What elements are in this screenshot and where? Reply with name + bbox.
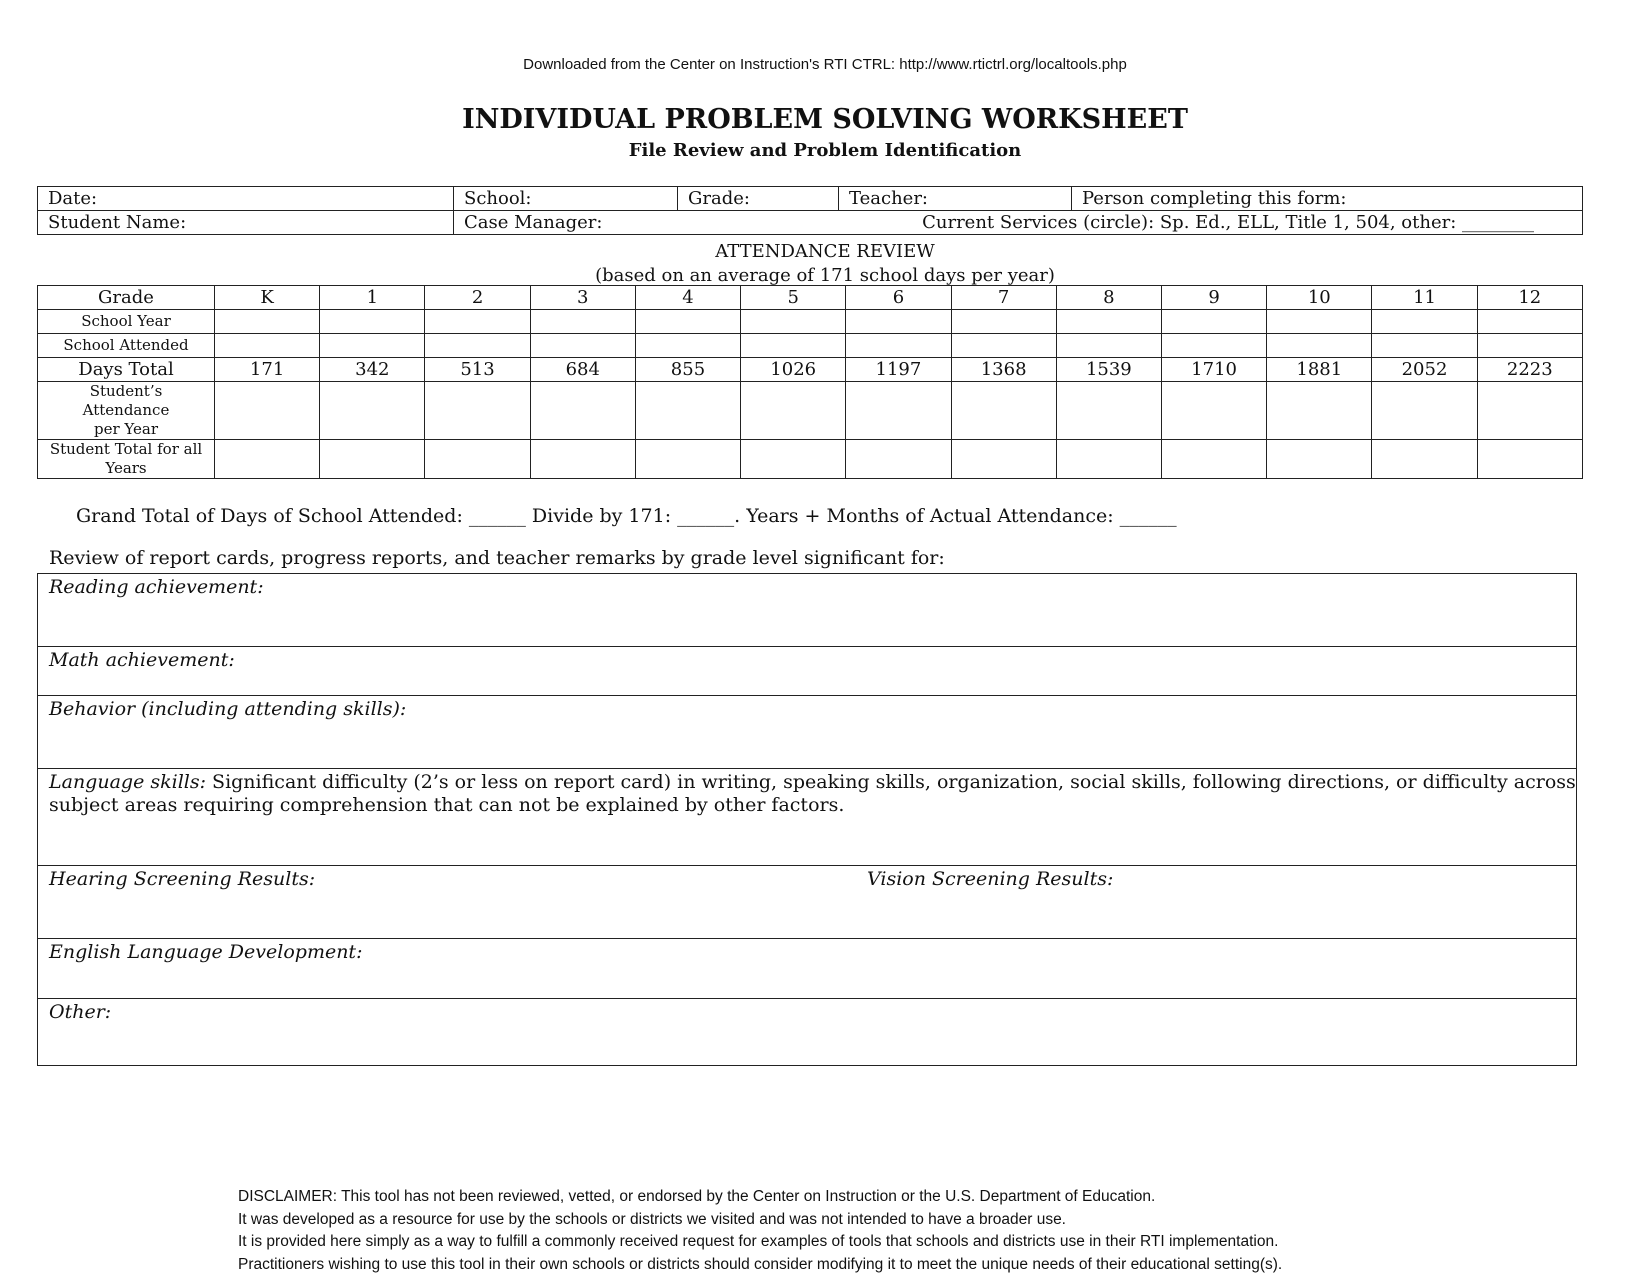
days-total-cell: 1026 (741, 358, 846, 382)
reading-achievement-section[interactable] (38, 574, 1576, 647)
school-attended-row (38, 334, 1583, 358)
school-year-cell[interactable] (741, 310, 846, 334)
language-skills-text: Significant difficulty (2’s or less on report card) in writing, speaking skills, organization, social skills, following directions, or difficulty across (206, 771, 1576, 793)
school-year-cell[interactable] (635, 310, 740, 334)
student-attendance-cell[interactable] (530, 382, 635, 440)
school-year-cell[interactable] (530, 310, 635, 334)
student-attendance-cell[interactable] (741, 382, 846, 440)
student-attendance-cell[interactable] (215, 382, 320, 440)
student-total-label-line: Years (38, 459, 214, 478)
review-intro: Review of report cards, progress reports, and teacher remarks by grade level significant for: (49, 547, 945, 569)
grade-cell: 7 (951, 286, 1056, 310)
student-info-table (37, 186, 1583, 235)
disclaimer-line: It was developed as a resource for use by the schools or districts we visited and was not intended to have a broader use. (238, 1209, 1282, 1232)
student-attendance-cell[interactable] (1267, 382, 1372, 440)
days-total-cell: 171 (215, 358, 320, 382)
student-total-cell[interactable] (530, 440, 635, 479)
student-attendance-label-line: Student’s (38, 382, 214, 401)
student-total-cell[interactable] (1372, 440, 1477, 479)
grade-row-label: Grade (38, 286, 215, 310)
date-field[interactable]: Date: (38, 187, 454, 211)
language-skills-label: Language skills: (49, 771, 206, 793)
disclaimer-line: It is provided here simply as a way to fulfill a commonly received request for examples of tools that schools and districts use in their RTI implementation. (238, 1231, 1282, 1254)
student-total-label (38, 440, 215, 479)
student-attendance-cell[interactable] (1372, 382, 1477, 440)
school-attended-cell[interactable] (846, 334, 951, 358)
school-attended-cell[interactable] (320, 334, 425, 358)
grade-cell: 12 (1477, 286, 1582, 310)
language-skills-line (49, 771, 1576, 794)
other-section[interactable] (38, 999, 1576, 1065)
review-box (37, 573, 1577, 1066)
student-attendance-label-line: per Year (38, 420, 214, 439)
eld-label: English Language Development: (49, 941, 362, 963)
school-attended-cell[interactable] (1477, 334, 1582, 358)
grade-row (38, 286, 1583, 310)
source-line: Downloaded from the Center on Instruction's RTI CTRL: http://www.rtictrl.org/localtools.php (0, 56, 1650, 73)
student-total-cell[interactable] (1477, 440, 1582, 479)
student-total-cell[interactable] (425, 440, 530, 479)
days-total-cell: 342 (320, 358, 425, 382)
hearing-screening-label: Hearing Screening Results: (49, 868, 315, 890)
grade-cell: 8 (1056, 286, 1161, 310)
days-total-cell: 684 (530, 358, 635, 382)
days-total-cell: 1539 (1056, 358, 1161, 382)
school-attended-cell[interactable] (215, 334, 320, 358)
school-attended-cell[interactable] (425, 334, 530, 358)
student-total-cell[interactable] (951, 440, 1056, 479)
grade-cell: K (215, 286, 320, 310)
current-services-field[interactable]: Current Services (circle): Sp. Ed., ELL, Title 1, 504, other: ________ (839, 211, 1583, 235)
school-attended-label: School Attended (38, 334, 215, 358)
school-year-cell[interactable] (1267, 310, 1372, 334)
grade-cell: 11 (1372, 286, 1477, 310)
student-attendance-cell[interactable] (425, 382, 530, 440)
grade-cell: 2 (425, 286, 530, 310)
school-attended-cell[interactable] (951, 334, 1056, 358)
reading-achievement-label: Reading achievement: (49, 576, 264, 598)
language-skills-section[interactable] (38, 769, 1576, 866)
days-total-cell: 1710 (1161, 358, 1266, 382)
grade-cell: 10 (1267, 286, 1372, 310)
student-name-field[interactable]: Student Name: (38, 211, 454, 235)
other-label: Other: (49, 1001, 111, 1023)
days-total-cell: 2052 (1372, 358, 1477, 382)
school-year-cell[interactable] (1161, 310, 1266, 334)
school-year-cell[interactable] (951, 310, 1056, 334)
days-total-cell: 1368 (951, 358, 1056, 382)
days-total-label: Days Total (38, 358, 215, 382)
attendance-table (37, 285, 1583, 479)
student-total-cell[interactable] (1056, 440, 1161, 479)
page-subtitle: File Review and Problem Identification (0, 140, 1650, 161)
school-year-cell[interactable] (1477, 310, 1582, 334)
math-achievement-label: Math achievement: (49, 649, 235, 671)
grade-cell: 6 (846, 286, 951, 310)
student-total-cell[interactable] (320, 440, 425, 479)
student-attendance-cell[interactable] (1161, 382, 1266, 440)
grade-cell: 3 (530, 286, 635, 310)
grade-cell: 9 (1161, 286, 1266, 310)
school-attended-cell[interactable] (1372, 334, 1477, 358)
school-attended-cell[interactable] (1056, 334, 1161, 358)
school-field[interactable]: School: (454, 187, 678, 211)
grand-total-line[interactable]: Grand Total of Days of School Attended: ______ Divide by 171: ______. Years + Months of Actual Attendance: ______ (76, 505, 1177, 527)
school-year-cell[interactable] (1056, 310, 1161, 334)
screening-section[interactable] (38, 866, 1576, 939)
school-year-label: School Year (38, 310, 215, 334)
behavior-section[interactable] (38, 696, 1576, 769)
student-total-label-line: Student Total for all (38, 440, 214, 459)
student-attendance-label-line: Attendance (38, 401, 214, 420)
student-attendance-cell[interactable] (846, 382, 951, 440)
school-attended-cell[interactable] (635, 334, 740, 358)
page-title: INDIVIDUAL PROBLEM SOLVING WORKSHEET (0, 104, 1650, 135)
disclaimer (238, 1186, 1282, 1276)
grade-cell: 1 (320, 286, 425, 310)
student-attendance-cell[interactable] (1477, 382, 1582, 440)
case-manager-field[interactable]: Case Manager: (454, 211, 839, 235)
attendance-heading (0, 240, 1650, 288)
behavior-label: Behavior (including attending skills): (49, 698, 406, 720)
student-attendance-cell[interactable] (635, 382, 740, 440)
school-year-cell[interactable] (320, 310, 425, 334)
student-total-cell[interactable] (846, 440, 951, 479)
school-year-cell[interactable] (846, 310, 951, 334)
math-achievement-section[interactable] (38, 647, 1576, 696)
school-attended-cell[interactable] (530, 334, 635, 358)
disclaimer-line: Practitioners wishing to use this tool in their own schools or districts should consider modifying it to meet the unique needs of their educational setting(s). (238, 1254, 1282, 1276)
student-attendance-cell[interactable] (951, 382, 1056, 440)
english-language-development-section[interactable] (38, 939, 1576, 999)
vision-screening-label: Vision Screening Results: (867, 868, 1113, 890)
days-total-cell: 513 (425, 358, 530, 382)
student-attendance-cell[interactable] (1056, 382, 1161, 440)
student-attendance-label (38, 382, 215, 440)
grade-field[interactable]: Grade: (678, 187, 839, 211)
grade-cell: 4 (635, 286, 740, 310)
days-total-cell: 855 (635, 358, 740, 382)
school-year-row (38, 310, 1583, 334)
teacher-field[interactable]: Teacher: (839, 187, 1072, 211)
student-attendance-cell[interactable] (320, 382, 425, 440)
days-total-cell: 1197 (846, 358, 951, 382)
school-year-cell[interactable] (215, 310, 320, 334)
days-total-row (38, 358, 1583, 382)
attendance-subtitle: (based on an average of 171 school days per year) (0, 264, 1650, 288)
student-total-cell[interactable] (741, 440, 846, 479)
attendance-title: ATTENDANCE REVIEW (0, 240, 1650, 264)
days-total-cell: 1881 (1267, 358, 1372, 382)
student-total-cell[interactable] (1161, 440, 1266, 479)
school-year-cell[interactable] (425, 310, 530, 334)
language-skills-text-2: subject areas requiring comprehension that can not be explained by other factors. (49, 794, 1576, 817)
disclaimer-line: DISCLAIMER: This tool has not been reviewed, vetted, or endorsed by the Center on Instruction or the U.S. Department of Education. (238, 1186, 1282, 1209)
student-total-cell[interactable] (1267, 440, 1372, 479)
student-total-row (38, 440, 1583, 479)
school-year-cell[interactable] (1372, 310, 1477, 334)
person-completing-field[interactable]: Person completing this form: (1072, 187, 1583, 211)
school-attended-cell[interactable] (741, 334, 846, 358)
school-attended-cell[interactable] (1161, 334, 1266, 358)
student-attendance-row (38, 382, 1583, 440)
student-total-cell[interactable] (215, 440, 320, 479)
school-attended-cell[interactable] (1267, 334, 1372, 358)
grade-cell: 5 (741, 286, 846, 310)
student-total-cell[interactable] (635, 440, 740, 479)
days-total-cell: 2223 (1477, 358, 1582, 382)
